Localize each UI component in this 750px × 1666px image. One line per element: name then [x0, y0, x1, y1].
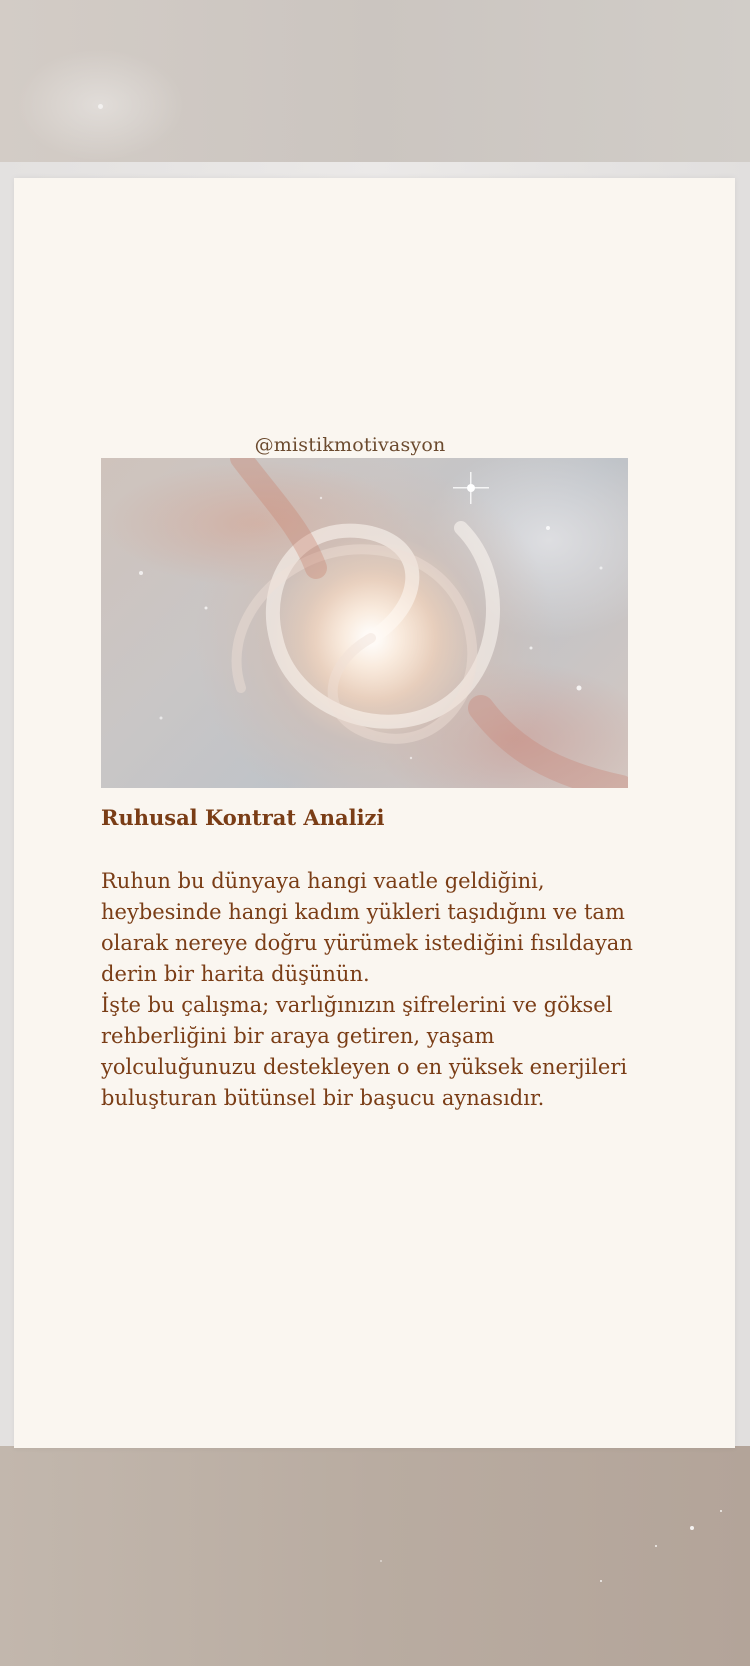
account-handle[interactable]: @mistikmotivasyon	[254, 434, 446, 456]
post-paragraph: İşte bu çalışma; varlığınızın şifrelerini ve göksel rehberliğini bir araya getiren, yaşam yolculuğunuzu destekleyen o en yüksek enerjileri buluşturan bütünsel bir başucu aynasıdır.	[101, 993, 628, 1110]
background-star	[98, 104, 103, 109]
background-top	[0, 0, 750, 165]
post-body	[101, 866, 641, 1114]
background-star	[380, 1560, 382, 1562]
galaxy-spiral-icon	[101, 458, 628, 788]
background-star	[655, 1545, 657, 1547]
galaxy-spiral-image	[101, 458, 628, 788]
post-title: Ruhusal Kontrat Analizi	[101, 805, 385, 830]
background-star	[690, 1526, 694, 1530]
background-star	[600, 1580, 602, 1582]
background-star	[720, 1510, 722, 1512]
post-paragraph: Ruhun bu dünyaya hangi vaatle geldiğini, heybesinde hangi kadım yükleri taşıdığını ve tam olarak nereye doğru yürümek istediğini fısıldayan derin bir harita düşünün.	[101, 869, 633, 986]
background-bottom	[0, 1446, 750, 1666]
